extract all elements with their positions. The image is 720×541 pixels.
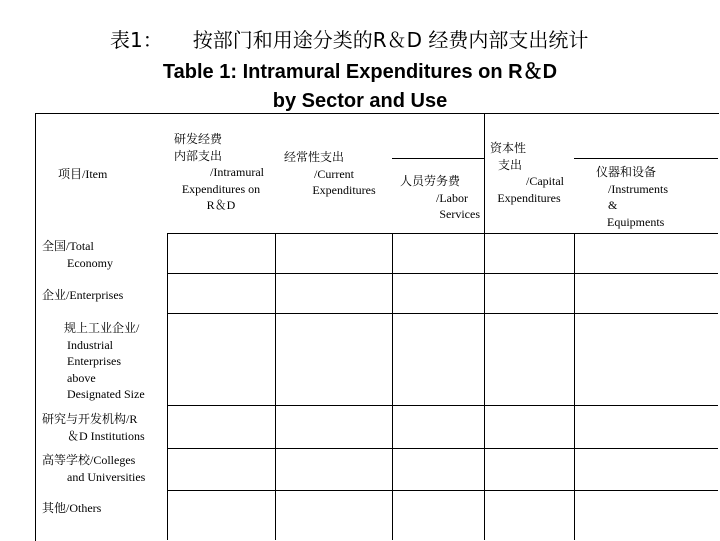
row-divider — [167, 273, 718, 274]
header-labor-services — [394, 173, 480, 223]
header-instr-cn: 仪器和设备 — [596, 165, 657, 179]
header-capital-en1: /Capital — [526, 174, 564, 188]
col-divider — [484, 113, 485, 540]
header-labor-cn: 人员劳务费 — [400, 174, 461, 188]
header-instr-en1: /Instruments — [608, 181, 668, 196]
header-rd-cn2: 内部支出 — [174, 148, 223, 163]
header-current-en1: /Current — [314, 166, 354, 181]
header-labor-en2: Services — [439, 207, 480, 221]
row-label-line: and Universities — [67, 469, 146, 484]
row-label-others — [42, 500, 164, 517]
row-label-enterprises — [42, 287, 164, 304]
col-divider — [392, 233, 393, 540]
row-label-institutions — [42, 411, 164, 444]
header-current-en2: Expenditures — [312, 183, 376, 197]
table-number: 表1： — [110, 28, 163, 52]
row-label-line: 其他/Others — [42, 501, 102, 515]
row-label-line: Economy — [67, 255, 113, 270]
header-instruments-equipments — [578, 164, 716, 230]
row-divider — [167, 313, 718, 314]
header-instr-en3: Equipments — [607, 214, 665, 229]
header-rd-en1: /Intramural — [210, 165, 264, 179]
row-label-line: Industrial — [67, 337, 113, 352]
row-divider — [167, 233, 718, 234]
row-label-universities — [42, 452, 164, 485]
header-labor-en1: /Labor — [436, 190, 468, 205]
row-label-line: above — [67, 370, 96, 385]
col-divider — [167, 233, 168, 540]
header-capital-expenditure — [486, 140, 572, 206]
row-label-line: 全国/Total — [42, 239, 94, 253]
row-divider — [167, 490, 718, 491]
row-label-line: Designated Size — [67, 387, 145, 401]
header-capital-cn2: 支出 — [498, 157, 523, 172]
header-current-cn: 经常性支出 — [284, 150, 345, 164]
header-rd-cn1: 研发经费 — [174, 132, 223, 146]
row-label-line: 企业/Enterprises — [42, 288, 124, 302]
subheader-rule — [392, 158, 484, 159]
header-current-expenditure — [278, 149, 390, 199]
col-divider — [275, 233, 276, 540]
header-capital-en2: Expenditures — [497, 190, 561, 205]
title-en-line1: Table 1: Intramural Expenditures on R＆D — [162, 61, 558, 83]
table-title-cn — [0, 24, 720, 53]
row-label-line: 研究与开发机构/R — [42, 412, 138, 426]
header-rd-en3: R＆D — [206, 198, 236, 212]
row-label-industrial — [42, 320, 164, 403]
header-capital-cn1: 资本性 — [490, 141, 527, 155]
header-rd-expenditure — [168, 131, 274, 214]
header-rd-en2: Expenditures on — [181, 181, 261, 196]
row-label-total — [42, 238, 164, 271]
table-title-en — [0, 58, 720, 116]
row-divider — [167, 448, 718, 449]
row-label-line: 高等学校/Colleges — [42, 453, 136, 467]
header-item: 项目/Item — [58, 167, 108, 181]
row-divider — [167, 405, 718, 406]
header-instr-en2: & — [608, 198, 618, 212]
col-divider — [574, 233, 575, 540]
subheader-rule — [574, 158, 718, 159]
row-label-line: Enterprises — [67, 354, 121, 368]
row-label-line: ＆D Institutions — [67, 428, 145, 443]
row-label-line: 规上工业企业/ — [64, 321, 140, 335]
title-en-line2: by Sector and Use — [272, 90, 448, 112]
title-cn-text: 按部门和用途分类的R＆D 经费内部支出统计 — [192, 28, 589, 52]
